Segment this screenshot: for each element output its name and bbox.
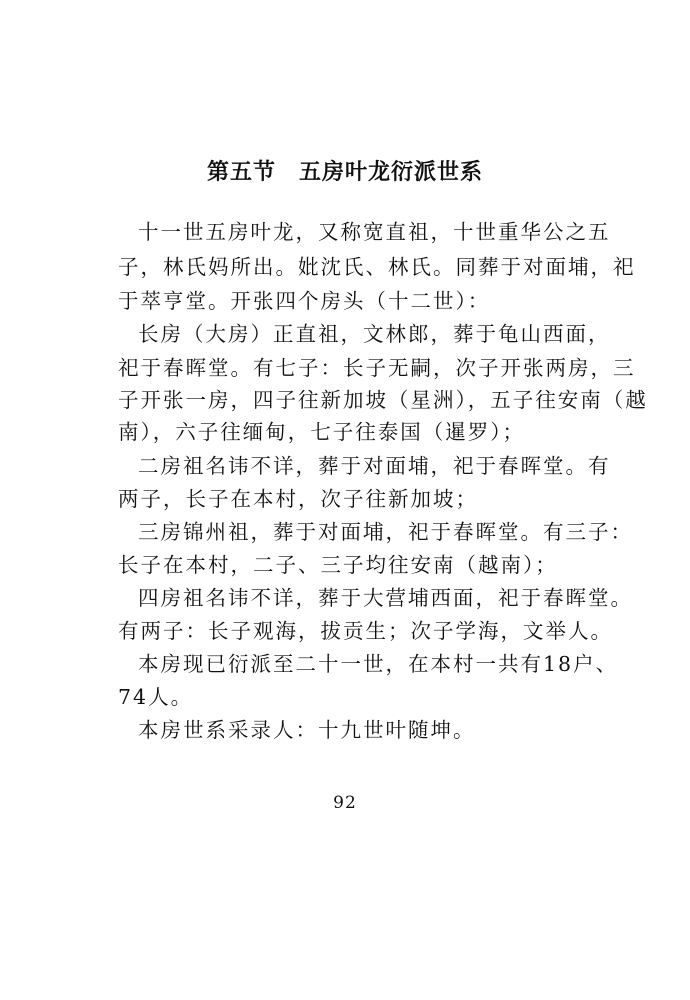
text-line: 本房世系采录人：十九世叶随坤。 — [138, 718, 476, 742]
text-line: 于萃亨堂。开张四个房头（十二世）： — [118, 289, 491, 313]
text-line: 有两子：长子观海，拔贡生；次子学海，文举人。 — [118, 619, 613, 643]
text-line: 74人。 — [118, 685, 194, 709]
text-line: 十一世五房叶龙，又称宽直祖，十世重华公之五 — [138, 220, 611, 244]
text-line: 长子在本村，二子、三子均往安南（越南）； — [118, 553, 558, 577]
text-line: 长房（大房）正直祖，文林郎，葬于龟山西面， — [138, 322, 611, 346]
text-line: 四房祖名讳不详，葬于大营埔西面，祀于春晖堂。 — [138, 586, 633, 610]
text-line: 子，林氏妈所出。妣沈氏、林氏。同葬于对面埔，祀 — [118, 255, 636, 279]
page-number: 92 — [333, 793, 357, 813]
text-line: 子开张一房，四子往新加坡（星洲），五子往安南（越 — [118, 388, 648, 412]
text-line: 本房现已衍派至二十一世，在本村一共有18户、 — [138, 652, 619, 676]
text-line: 两子，长子在本村，次子往新加坡； — [118, 487, 478, 511]
section-title: 第五节 五房叶龙衍派世系 — [206, 160, 483, 185]
text-line: 祀于春晖堂。有七子：长子无嗣，次子开张两房，三 — [118, 356, 636, 380]
text-line: 三房锦州祖，葬于对面埔，祀于春晖堂。有三子： — [138, 520, 633, 544]
text-line: 南），六子往缅甸，七子往泰国（暹罗）； — [118, 420, 525, 444]
text-line: 二房祖名讳不详，葬于对面埔，祀于春晖堂。有 — [138, 454, 611, 478]
